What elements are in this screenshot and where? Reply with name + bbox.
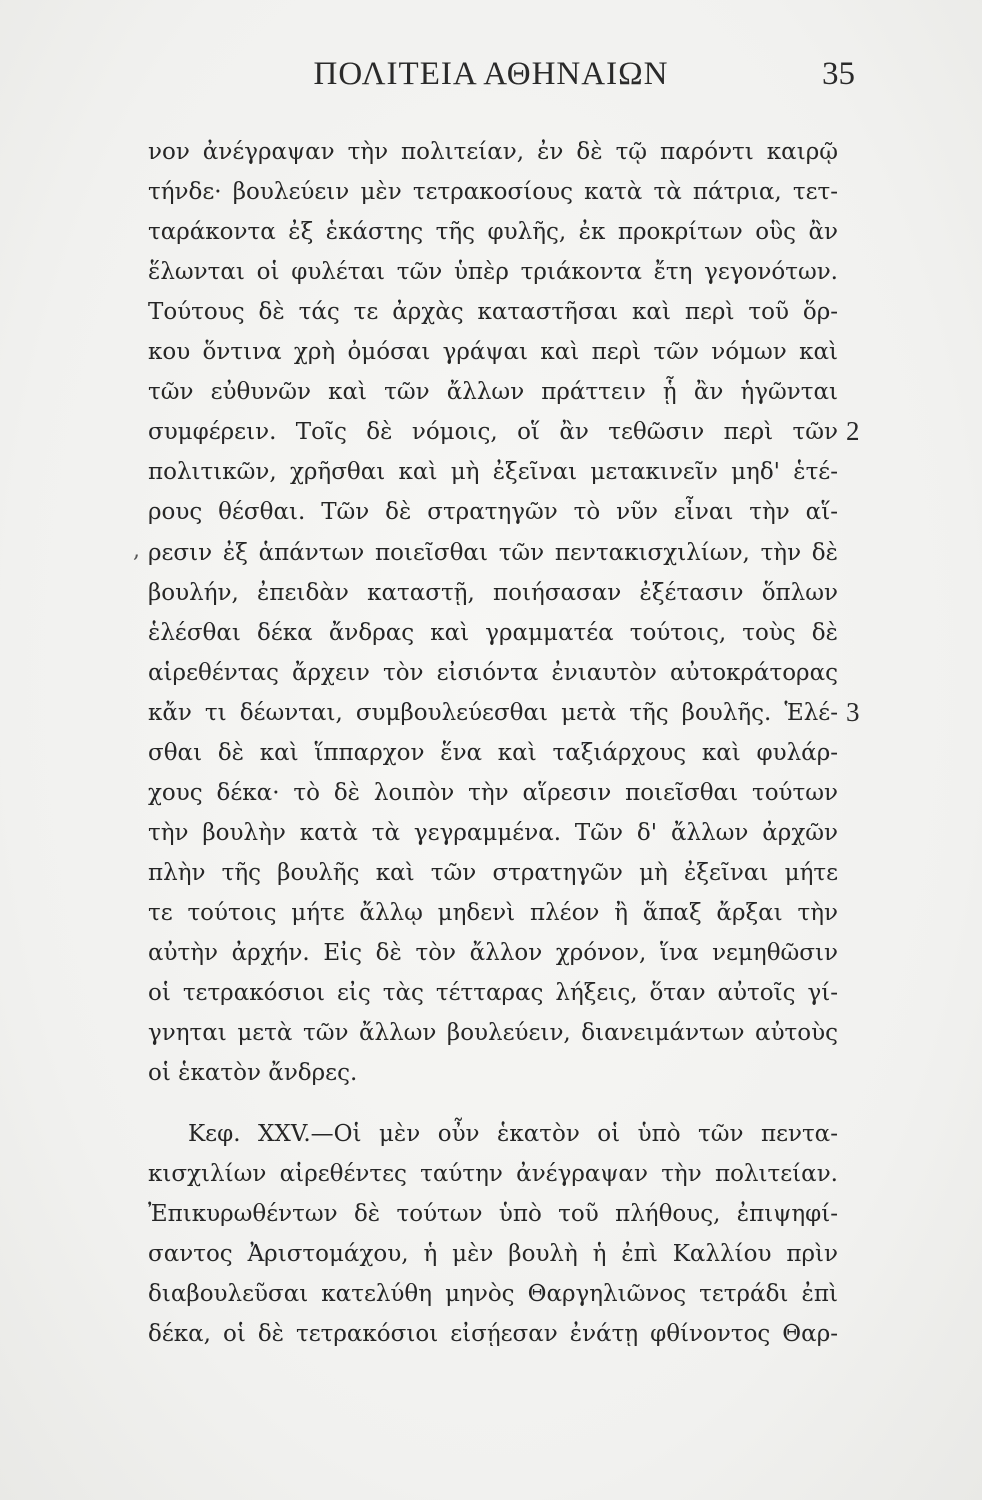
section-number: 2 (846, 416, 860, 446)
text-line: κισχιλίων αἱρεθέντες ταύτην ἀνέγραψαν τὴν πολιτείαν. (148, 1161, 838, 1187)
text-line: δέκα, οἱ δὲ τετρακόσιοι εἰσῄεσαν ἐνάτῃ φθίνοντος Θαρ- (148, 1321, 838, 1347)
text-line: κἄν τι δέωνται, συμβουλεύεσθαι μετὰ τῆς βουλῆς. Ἑλέ- (148, 700, 838, 726)
text-line: αὐτὴν ἀρχήν. Εἰς δὲ τὸν ἄλλον χρόνον, ἵνα νεμηθῶσιν (148, 940, 838, 966)
text-line: πολιτικῶν, χρῆσθαι καὶ μὴ ἐξεῖναι μετακινεῖν μηδ' ἑτέ- (148, 459, 838, 485)
text-line: ἑλέσθαι δέκα ἄνδρας καὶ γραμματέα τούτοις, τοὺς δὲ (148, 620, 838, 646)
running-header-title: ΠΟΛΙΤΕΙΑ ΑΘΗΝΑΙΩΝ (313, 56, 669, 92)
page-number: 35 (822, 56, 855, 92)
text-line: οἱ τετρακόσιοι εἰς τὰς τέτταρας λήξεις, ὅταν αὐτοῖς γί- (148, 980, 838, 1006)
text-line: τῶν εὐθυνῶν καὶ τῶν ἄλλων πράττειν ᾗ ἂν ἡγῶνται (148, 379, 838, 405)
text-line: πλὴν τῆς βουλῆς καὶ τῶν στρατηγῶν μὴ ἐξεῖναι μήτε (148, 860, 838, 886)
text-line: νον ἀνέγραψαν τὴν πολιτείαν, ἐν δὲ τῷ παρόντι καιρῷ (148, 139, 838, 165)
text-line: χους δέκα· τὸ δὲ λοιπὸν τὴν αἵρεσιν ποιεῖσθαι τούτων (148, 780, 838, 806)
text-line: Τούτους δὲ τάς τε ἀρχὰς καταστῆσαι καὶ περὶ τοῦ ὅρ- (148, 299, 838, 325)
text-line: ἕλωνται οἱ φυλέται τῶν ὑπὲρ τριάκοντα ἔτη γεγονότων. (148, 259, 838, 285)
text-line: διαβουλεῦσαι κατελύθη μηνὸς Θαργηλιῶνος τετράδι ἐπὶ (148, 1281, 838, 1307)
text-line: σαντος Ἀριστομάχου, ἡ μὲν βουλὴ ἡ ἐπὶ Καλλίου πρὶν (148, 1241, 838, 1267)
text-line: ρεσιν ἐξ ἁπάντων ποιεῖσθαι τῶν πεντακισχιλίων, τὴν δὲ (148, 540, 838, 566)
chapter-heading-line: Κεφ. XXV.—Οἱ μὲν οὖν ἑκατὸν οἱ ὑπὸ τῶν πεντα- (188, 1121, 838, 1147)
section-number: 3 (846, 697, 860, 727)
text-line: κου ὅντινα χρὴ ὀμόσαι γράψαι καὶ περὶ τῶν νόμων καὶ (148, 339, 838, 365)
text-line: γνηται μετὰ τῶν ἄλλων βουλεύειν, διανειμάντων αὐτοὺς (148, 1020, 838, 1046)
text-line: συμφέρειν. Τοῖς δὲ νόμοις, οἵ ἂν τεθῶσιν περὶ τῶν (148, 419, 838, 445)
text-line: τὴν βουλὴν κατὰ τὰ γεγραμμένα. Τῶν δ' ἄλλων ἀρχῶν (148, 820, 838, 846)
text-line: Ἐπικυρωθέντων δὲ τούτων ὑπὸ τοῦ πλήθους, ἐπιψηφί- (148, 1201, 838, 1227)
text-line: ταράκοντα ἐξ ἑκάστης τῆς φυλῆς, ἐκ προκρίτων οὓς ἂν (148, 219, 838, 245)
text-line: τήνδε· βουλεύειν μὲν τετρακοσίους κατὰ τὰ πάτρια, τετ- (148, 179, 838, 205)
text-line: σθαι δὲ καὶ ἵππαρχον ἕνα καὶ ταξιάρχους καὶ φυλάρ- (148, 740, 838, 766)
stray-ink-mark: , (133, 538, 140, 563)
text-line: τε τούτοις μήτε ἄλλῳ μηδενὶ πλέον ἢ ἅπαξ ἄρξαι τὴν (148, 900, 838, 926)
text-line: ρους θέσθαι. Τῶν δὲ στρατηγῶν τὸ νῦν εἶναι τὴν αἵ- (148, 499, 838, 525)
text-line: αἱρεθέντας ἄρχειν τὸν εἰσιόντα ἐνιαυτὸν αὐτοκράτορας (148, 660, 838, 686)
text-line: οἱ ἑκατὸν ἄνδρες. (148, 1060, 358, 1086)
text-line: βουλήν, ἐπειδὰν καταστῇ, ποιήσασαν ἐξέτασιν ὅπλων (148, 580, 838, 606)
